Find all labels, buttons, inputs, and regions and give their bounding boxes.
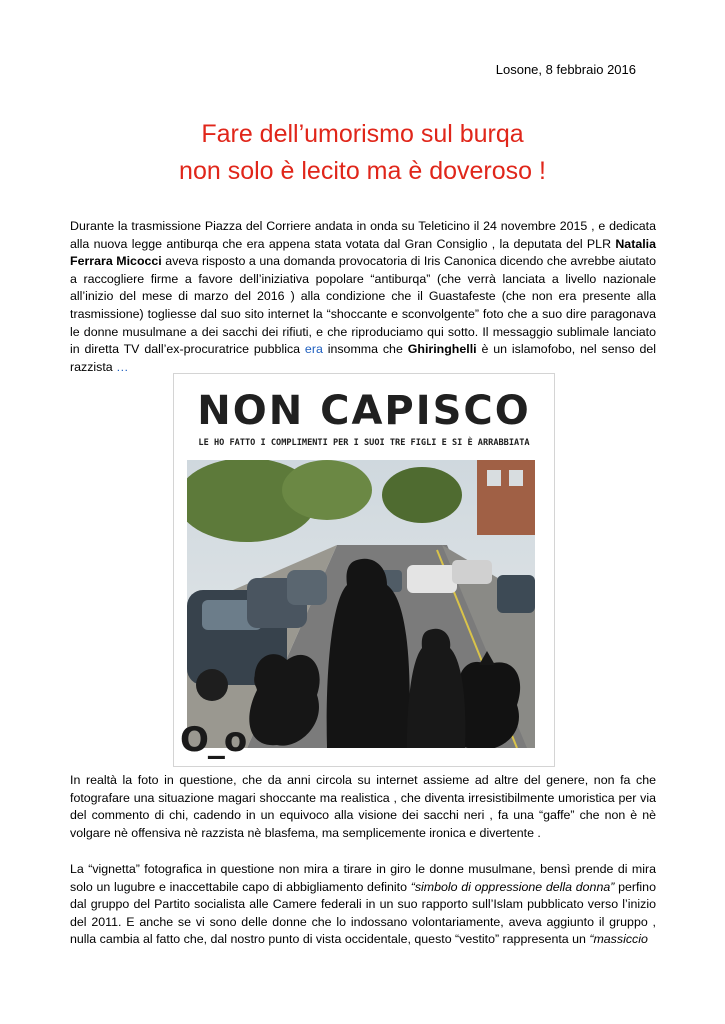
document-date: Losone, 8 febbraio 2016	[495, 62, 636, 77]
link-ellipsis[interactable]: …	[116, 359, 129, 374]
street-photo	[187, 460, 535, 748]
p1-text-3: insomma che	[322, 342, 408, 357]
paragraph-explanation: In realtà la foto in questione, che da anni circola su internet assieme ad altre del genere, non fa che fotografare una situazione magari shoccante ma realistica , che diventa irresistibilmente umoristica per via del commento di chi, cadendo in un equivoco alla visione dei sacchi neri , fa una “gaffe” che non è nè volgare nè offensiva nè razzista nè blasfema, ma semplicemente ironica e divertente .	[70, 773, 656, 840]
p1-text-2: aveva risposto a una domanda provocatoria di Iris Canonica dicendo che avrebbe aiutato a raccogliere firme a favore dell’iniziativa popolare “antiburqa” (che verrà lanciata a livello nazionale all’inizio del mese di marzo del 2016 ) alla condizione che il Guastafeste (che non era presente alla trasmissione) togliesse dal suo sito internet la “shoccante e sconvolgente” foto che a suo dire paragonava le donne musulmane a dei sacchi dei rifiuti, e che riproduciamo qui sotto. Il messaggio sublimale lanciato in diretta TV dall’ex-procuratrice pubblica	[70, 254, 656, 357]
link-era[interactable]: era	[304, 342, 323, 357]
meme-emoticon: O_o	[180, 720, 247, 760]
p1-text-1: Durante la trasmissione Piazza del Corriere andata in onda su Teleticino il 24 novembre 2015 , e dedicata alla nuova legge antiburqa che era appena stata votata dal Gran Consiglio , la deputata del PLR	[70, 219, 656, 251]
meme-image	[173, 373, 555, 767]
p1-name-ghiringhelli: Ghiringhelli	[407, 342, 477, 357]
p3-quote-2: “massiccio	[589, 932, 648, 947]
p1-name-ferrara: Natalia Ferrara Micocci	[70, 236, 656, 269]
p3-quote-1: “simbolo di oppressione della donna”	[410, 879, 615, 894]
p1-text-4: è un islamofobo, nel senso del razzista	[70, 342, 657, 374]
title-line-1: Fare dell’umorismo sul burqa	[201, 120, 524, 148]
p3-text-2: perfino dal gruppo del Partito socialista alle Camere federali in un suo rapporto sull’Islam pubblicato verso l’inizio del 2011. E anche se vi sono delle donne che lo indossano volontariamente, aveva aggiunto il gruppo , nulla cambia al fatto che, dal nostro punto di vista occidentale, questo “vestito” rappresenta un	[70, 879, 656, 947]
paragraph-vignetta	[70, 861, 656, 949]
title-line-2: non solo è lecito ma è doveroso !	[179, 157, 546, 185]
meme-subtitle: LE HO FATTO I COMPLIMENTI PER I SUOI TRE FIGLI E SI È ARRABBIATA	[198, 438, 530, 448]
street-scene-illustration	[187, 460, 535, 748]
p3-text-1: La “vignetta” fotografica in questione non mira a tirare in giro le donne musulmane, bensì prende di mira solo un lugubre e inaccettabile capo di abbigliamento definito	[70, 862, 656, 894]
meme-title: NON CAPISCO	[197, 388, 531, 434]
paragraph-intro	[70, 218, 656, 376]
article-title	[40, 116, 685, 190]
